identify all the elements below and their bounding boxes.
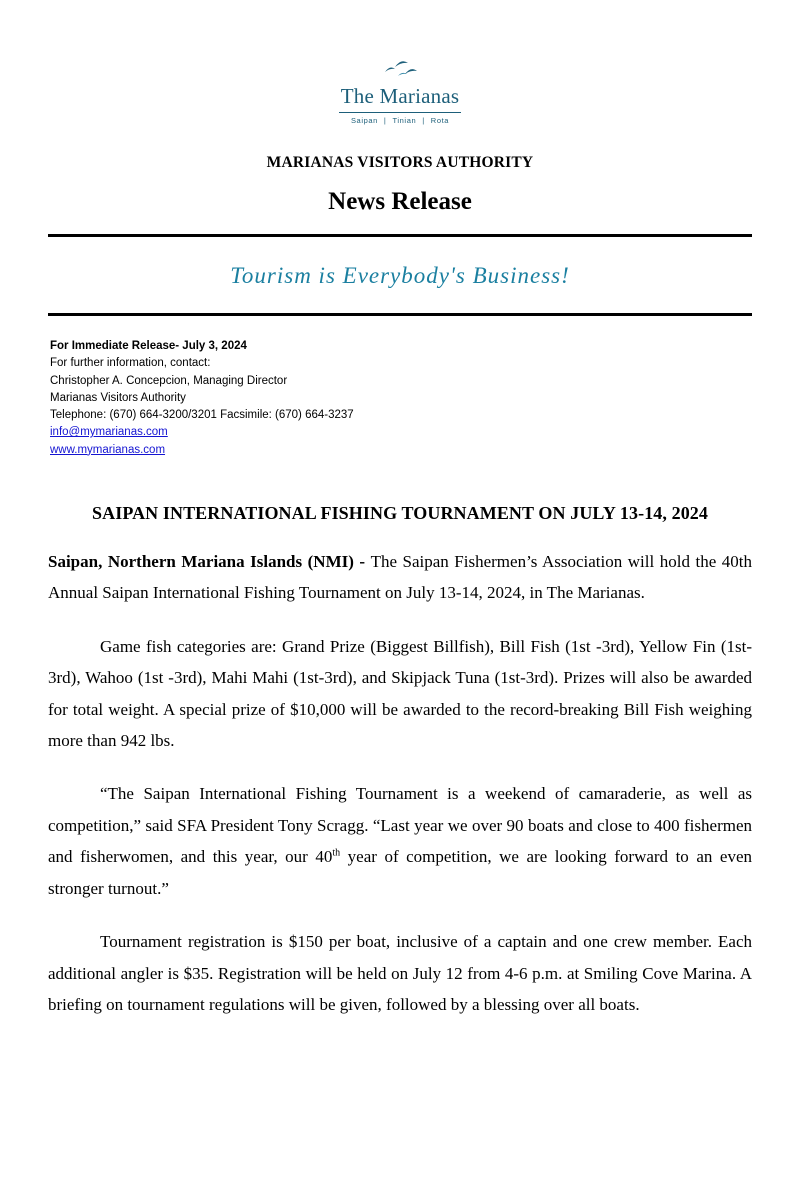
logo-block <box>48 52 752 142</box>
marianas-logo <box>339 52 461 142</box>
logo-wordmark: The Marianas <box>340 84 460 108</box>
organization-title: MARIANAS VISITORS AUTHORITY <box>266 154 534 171</box>
release-date-line: For Immediate Release- July 3, 2024 <box>50 340 247 352</box>
logo-island-tinian: Tinian <box>392 116 417 125</box>
paragraph-2: Game fish categories are: Grand Prize (Biggest Billfish), Bill Fish (1st -3rd), Yellow Fin (1st-3rd), Wahoo (1st -3rd), Mahi Mahi (1st-3rd), and Skipjack Tuna (1st-3rd). Prizes will also be awarded for total weight. A special prize of $10,000 will be awarded to the record-breaking Bill Fish weighing more than 942 lbs. <box>48 636 752 750</box>
paragraph-3-text-a: “The Saipan International Fishing Tournament is a weekend of camaraderie, as well as competition,” said SFA President Tony Scragg. “Last year we over 90 boats and close to 400 fishermen and fisherwomen, and this year, our 40 <box>48 784 752 867</box>
document-page <box>0 52 800 1177</box>
paragraph-4: Tournament registration is $150 per boat, inclusive of a captain and one crew member. Each additional angler is $35. Registration will be held on July 12 from 4-6 p.m. at Smiling Cove Marina. A briefing on tournament regulations will be given, followed by a blessing over all boats. <box>48 932 752 1014</box>
contact-block <box>48 338 752 459</box>
paragraph-1-text: The Saipan Fishermen’s Association will hold the 40th Annual Saipan International Fishing Tournament on July 13-14, 2024, in The Marianas. <box>48 551 752 603</box>
birds-icon <box>365 58 435 84</box>
divider-top <box>48 234 752 237</box>
tagline: Tourism is Everybody's Business! <box>230 263 570 288</box>
contact-phones: Telephone: (670) 664-3200/3201 Facsimile: (670) 664-3237 <box>50 409 354 421</box>
logo-sep-1: | <box>383 116 387 125</box>
contact-person: Christopher A. Concepcion, Managing Director <box>50 374 288 387</box>
ordinal-suffix: th <box>332 847 341 859</box>
contact-email-link[interactable]: info@mymarianas.com <box>50 426 168 439</box>
logo-sep-2: | <box>422 116 425 125</box>
document-type-title: News Release <box>328 188 472 215</box>
contact-website-link[interactable]: www.mymarianas.com <box>50 443 166 456</box>
logo-islands <box>339 112 461 125</box>
contact-organization: Marianas Visitors Authority <box>50 391 186 404</box>
logo-island-saipan: Saipan <box>350 116 378 125</box>
paragraph-1 <box>48 546 752 609</box>
further-info-line: For further information, contact: <box>50 357 211 370</box>
press-release-headline: SAIPAN INTERNATIONAL FISHING TOURNAMENT ON JULY 13-14, 2024 <box>92 502 708 523</box>
divider-bottom <box>48 313 752 316</box>
logo-island-rota: Rota <box>430 116 450 125</box>
paragraph-3-text-b: year of competition, we are looking forward to an even stronger turnout.” <box>48 847 753 898</box>
dateline: Saipan, Northern Mariana Islands (NMI) - <box>48 551 371 571</box>
paragraph-3 <box>48 778 752 904</box>
